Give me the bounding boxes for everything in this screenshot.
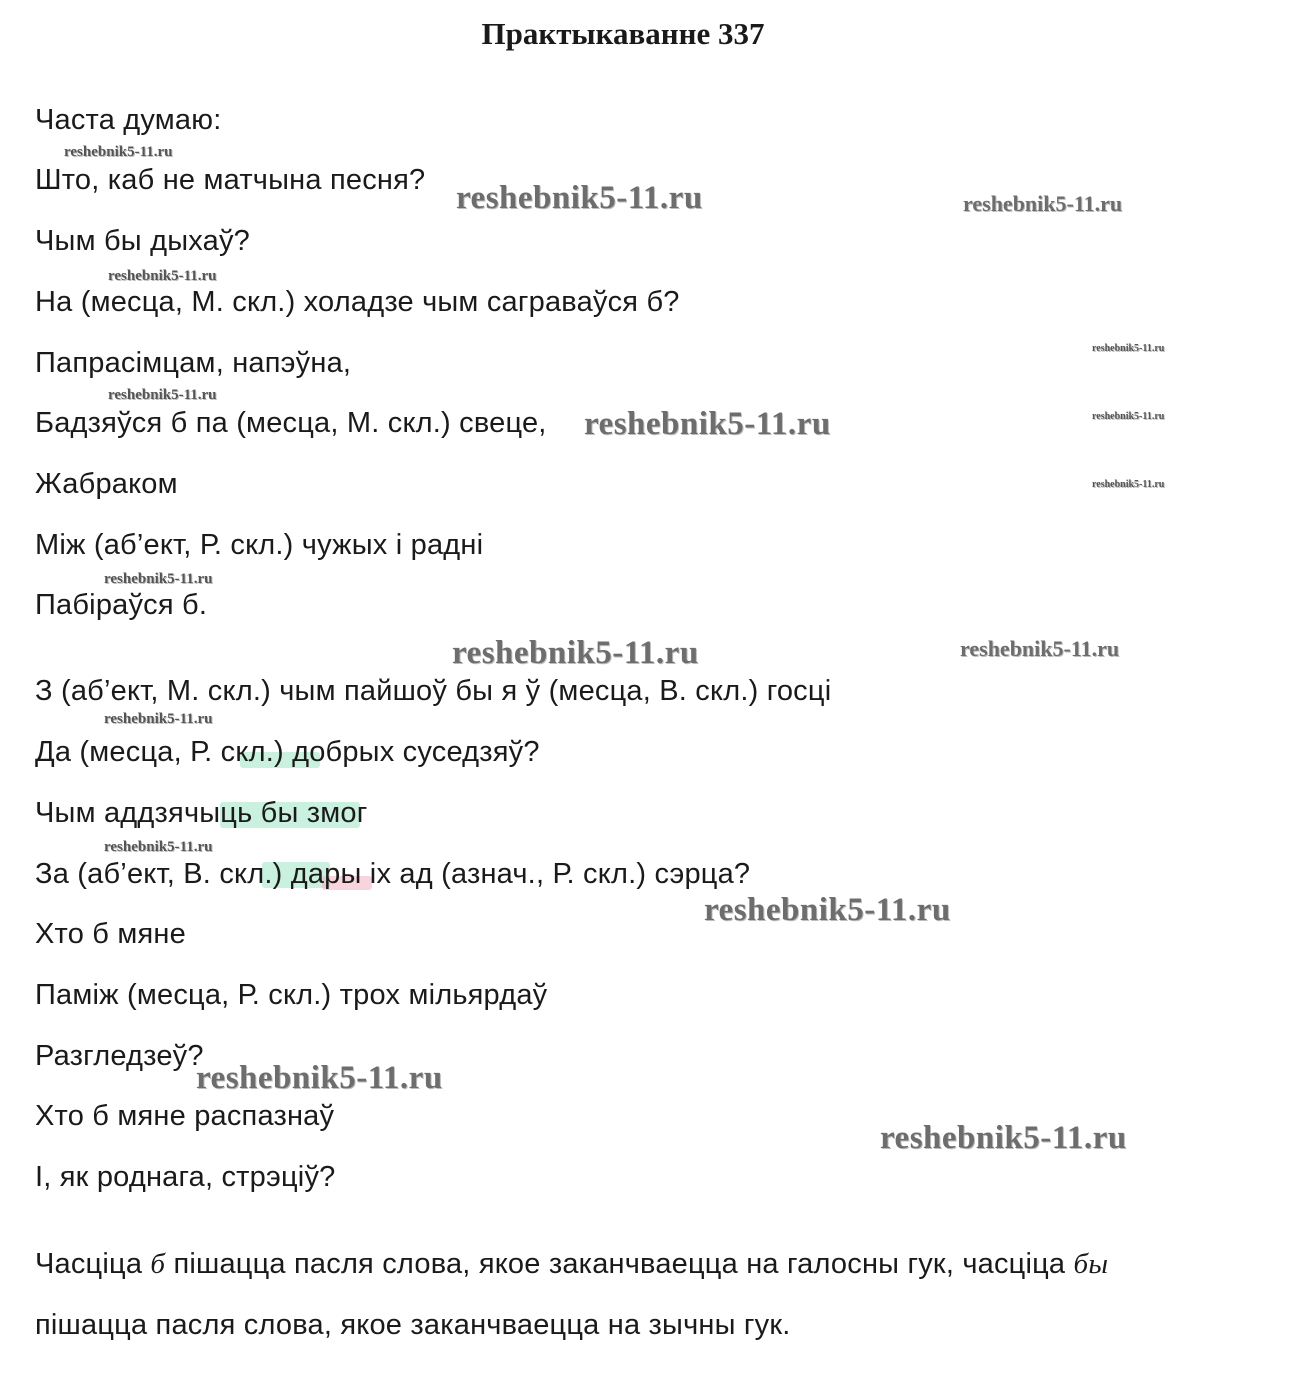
note-text: пішацца пасля слова, якое заканчваецца на зычны гук. xyxy=(35,1309,791,1341)
watermark: reshebnik5-11.ru xyxy=(108,387,217,403)
poem-line: Чым бы дыхаў? xyxy=(35,225,250,257)
watermark: reshebnik5-11.ru xyxy=(1092,343,1165,354)
watermark: reshebnik5-11.ru xyxy=(196,1060,443,1096)
poem-line: Бадзяўся б па (месца, М. скл.) свеце, xyxy=(35,407,547,439)
poem-line: І, як роднага, стрэціў? xyxy=(35,1161,336,1193)
watermark: reshebnik5-11.ru xyxy=(452,635,699,671)
poem-line: Хто б мяне распазнаў xyxy=(35,1100,335,1132)
poem-line: З (аб’ект, М. скл.) чым пайшоў бы я ў (месца, В. скл.) госці xyxy=(35,675,832,707)
poem-line: Часта думаю: xyxy=(35,104,222,136)
poem-line: Разгледзеў? xyxy=(35,1040,204,1072)
watermark: reshebnik5-11.ru xyxy=(704,892,951,928)
watermark: reshebnik5-11.ru xyxy=(880,1120,1127,1156)
rule-note-line-2 xyxy=(35,1307,1255,1343)
watermark: reshebnik5-11.ru xyxy=(104,711,213,727)
poem-line: Чым аддзячыць бы змог xyxy=(35,797,368,829)
poem-line: Да (месца, Р. скл.) добрых суседзяў? xyxy=(35,736,540,768)
particle-b: б xyxy=(150,1248,166,1280)
watermark: reshebnik5-11.ru xyxy=(963,191,1123,216)
poem-line: На (месца, М. скл.) холадзе чым саграваўся б? xyxy=(35,286,680,318)
poem-line: Жабраком xyxy=(35,468,178,500)
watermark: reshebnik5-11.ru xyxy=(104,839,213,855)
watermark: reshebnik5-11.ru xyxy=(456,180,703,216)
watermark: reshebnik5-11.ru xyxy=(108,268,217,284)
poem-line: За (аб’ект, В. скл.) дары іх ад (азнач., Р. скл.) сэрца? xyxy=(35,858,751,890)
page-title: Практыкаванне 337 xyxy=(481,16,765,51)
poem-line: Хто б мяне xyxy=(35,918,186,950)
watermark: reshebnik5-11.ru xyxy=(64,144,173,160)
poem-line: Пабіраўся б. xyxy=(35,589,208,621)
watermark: reshebnik5-11.ru xyxy=(960,636,1120,661)
watermark: reshebnik5-11.ru xyxy=(584,406,831,442)
note-text: Часціца xyxy=(35,1248,151,1280)
poem-line: Паміж (месца, Р. скл.) трох мільярдаў xyxy=(35,979,548,1011)
rule-note-line-1 xyxy=(35,1246,1255,1282)
poem-line: Між (аб’ект, Р. скл.) чужых і радні xyxy=(35,529,484,561)
poem-line: Папрасімцам, напэўна, xyxy=(35,347,352,379)
poem-line: Што, каб не матчына песня? xyxy=(35,164,426,196)
watermark: reshebnik5-11.ru xyxy=(1092,411,1165,422)
watermark: reshebnik5-11.ru xyxy=(104,571,213,587)
note-text: пішацца пасля слова, якое заканчваецца на галосны гук, часціца xyxy=(165,1248,1074,1280)
watermark: reshebnik5-11.ru xyxy=(1092,479,1165,490)
particle-by: бы xyxy=(1073,1248,1109,1280)
